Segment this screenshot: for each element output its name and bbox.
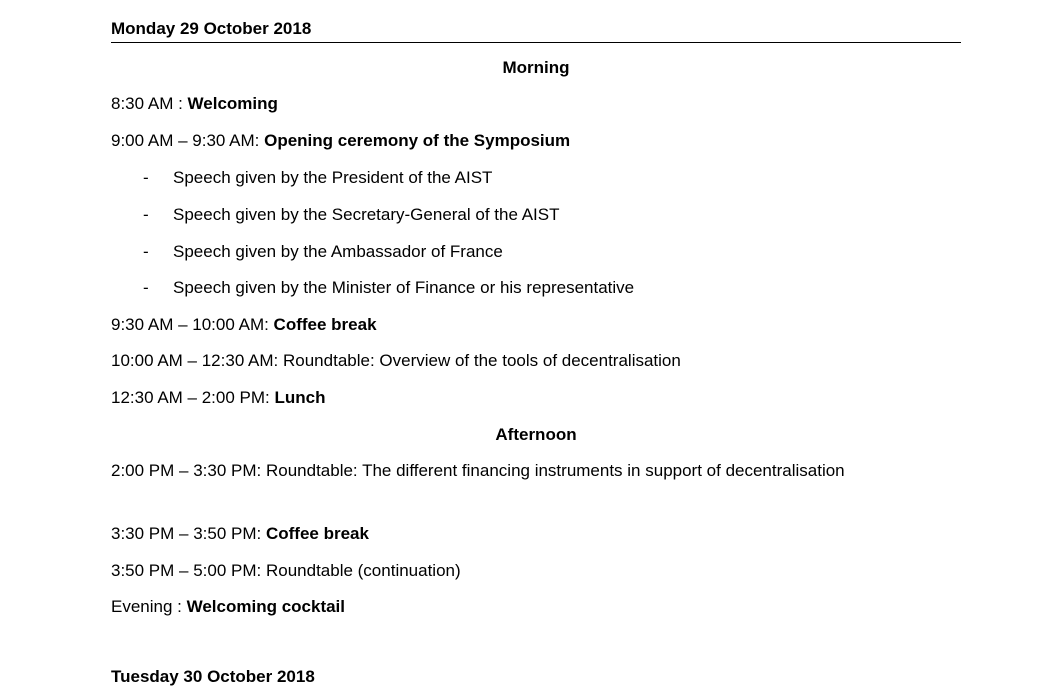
schedule-item-evening bbox=[111, 596, 961, 618]
item-time: 3:30 PM – 3:50 PM: bbox=[111, 524, 266, 543]
schedule-item-roundtable-continuation: 3:50 PM – 5:00 PM: Roundtable (continuation) bbox=[111, 561, 461, 580]
item-title: Coffee break bbox=[265, 524, 369, 543]
speech-text: Speech given by the President of the AIST bbox=[173, 168, 493, 187]
schedule-item-welcoming bbox=[111, 93, 961, 115]
bullet-dash: - bbox=[143, 242, 149, 261]
item-time: Evening : bbox=[111, 597, 187, 616]
item-title: Welcoming cocktail bbox=[186, 597, 346, 616]
speech-item bbox=[143, 241, 961, 263]
speech-item bbox=[143, 277, 961, 299]
schedule-item-roundtable-financing: 2:00 PM – 3:30 PM: Roundtable: The different financing instruments in support of decentralisation bbox=[111, 461, 845, 480]
item-title: Coffee break bbox=[273, 315, 377, 334]
bullet-dash: - bbox=[143, 278, 149, 297]
item-title: Opening ceremony of the Symposium bbox=[264, 131, 571, 150]
next-day-heading: Tuesday 30 October 2018 bbox=[111, 667, 315, 686]
item-time: 8:30 AM : bbox=[111, 94, 188, 113]
schedule-item-opening bbox=[111, 130, 961, 152]
document-page bbox=[111, 0, 961, 686]
schedule-item-coffee-break bbox=[111, 314, 961, 336]
item-time: 9:00 AM – 9:30 AM: bbox=[111, 131, 265, 150]
item-title: Lunch bbox=[274, 388, 326, 407]
bullet-dash: - bbox=[143, 205, 149, 224]
speech-text: Speech given by the Secretary-General of the AIST bbox=[173, 205, 560, 224]
schedule-item-coffee-break bbox=[111, 523, 961, 545]
schedule-item-roundtable: 10:00 AM – 12:30 AM: Roundtable: Overview of the tools of decentralisation bbox=[111, 351, 681, 370]
schedule-item-lunch bbox=[111, 387, 961, 409]
afternoon-heading: Afternoon bbox=[495, 425, 577, 444]
speech-text: Speech given by the Ambassador of France bbox=[173, 242, 503, 261]
item-time: 9:30 AM – 10:00 AM: bbox=[111, 315, 274, 334]
bullet-dash: - bbox=[143, 168, 149, 187]
speech-item bbox=[143, 167, 961, 189]
speech-text: Speech given by the Minister of Finance or his representative bbox=[173, 278, 635, 297]
item-title: Welcoming bbox=[187, 94, 278, 113]
speech-item bbox=[143, 204, 961, 226]
item-time: 12:30 AM – 2:00 PM: bbox=[111, 388, 275, 407]
morning-heading: Morning bbox=[502, 58, 570, 77]
day-heading: Monday 29 October 2018 bbox=[111, 18, 961, 43]
